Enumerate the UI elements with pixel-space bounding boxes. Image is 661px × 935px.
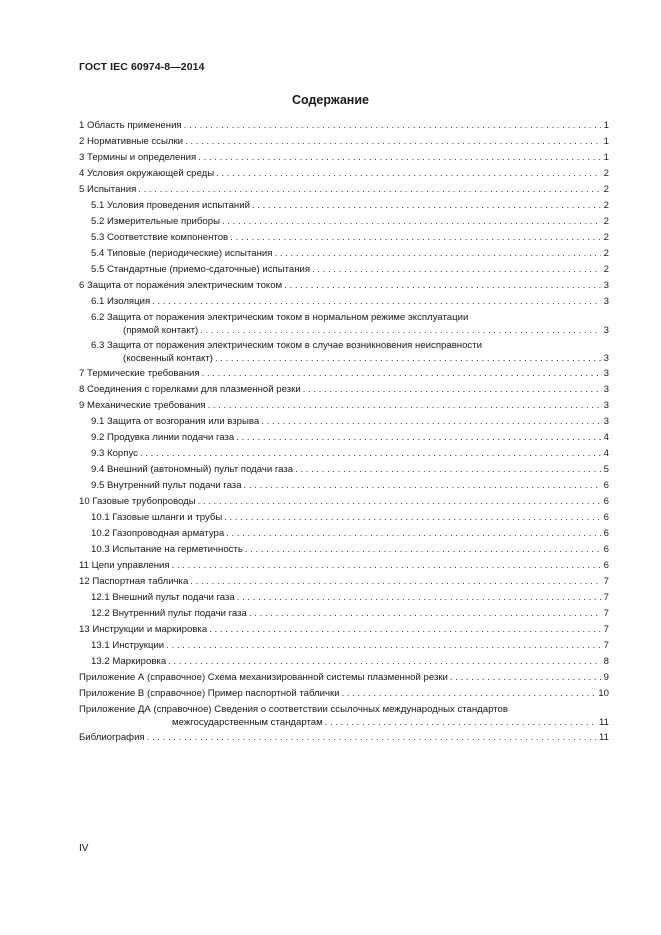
toc-entry[interactable] (79, 183, 609, 199)
toc-leader-dots (140, 447, 601, 460)
toc-entry[interactable] (79, 639, 609, 655)
toc-leader-dots (226, 527, 601, 540)
toc-entry[interactable] (79, 215, 609, 231)
toc-leader-dots (198, 495, 601, 508)
toc-leader-dots (252, 199, 601, 212)
toc-entry[interactable] (79, 231, 609, 247)
toc-entry-label: 12.1 Внешний пульт подачи газа (91, 592, 235, 603)
toc-entry-page: 3 (603, 296, 609, 307)
toc-entry-page: 1 (603, 136, 609, 147)
toc-entry[interactable] (79, 311, 609, 339)
toc-leader-dots (284, 279, 601, 292)
toc-entry-page: 7 (603, 608, 609, 619)
toc-leader-dots (190, 575, 601, 588)
toc-entry-label: Приложение В (справочное) Пример паспортной таблички (79, 688, 340, 699)
toc-leader-dots (209, 623, 601, 636)
toc-leader-dots (202, 367, 601, 380)
toc-leader-dots (274, 247, 601, 260)
toc-leader-dots (303, 383, 601, 396)
toc-leader-dots (184, 119, 601, 132)
toc-entry-label: 13.1 Инструкции (91, 640, 165, 651)
toc-entry-page: 3 (603, 325, 609, 336)
toc-entry-label: 13 Инструкции и маркировка (79, 624, 208, 635)
toc-entry[interactable] (79, 479, 609, 495)
toc-entry-page: 2 (603, 264, 609, 275)
toc-leader-dots (168, 655, 601, 668)
toc-entry-page: 3 (603, 400, 609, 411)
toc-entry[interactable] (79, 731, 609, 747)
toc-entry-page: 7 (603, 592, 609, 603)
toc-entry-label: Приложение А (справочное) Схема механизированной системы плазменной резки (79, 672, 448, 683)
toc-entry[interactable] (79, 607, 609, 623)
toc-entry-page: 6 (603, 528, 609, 539)
toc-entry-label: 6.1 Изоляция (91, 296, 151, 307)
toc-entry-page: 6 (603, 560, 609, 571)
toc-entry-label: 12 Паспортная табличка (79, 576, 189, 587)
toc-entry-label-continued: межгосударственным стандартам (172, 717, 323, 728)
toc-entry-label: 12.2 Внутренний пульт подачи газа (91, 608, 247, 619)
toc-entry-label: 5.5 Стандартные (приемо-сдаточные) испытания (91, 264, 311, 275)
toc-entry-page: 2 (603, 200, 609, 211)
toc-entry-label: 9 Механические требования (79, 400, 206, 411)
toc-entry-page: 9 (603, 672, 609, 683)
document-header: ГОСТ IEC 60974-8—2014 (79, 61, 205, 73)
toc-entry-page: 10 (598, 688, 609, 699)
toc-entry[interactable] (79, 167, 609, 183)
toc-entry[interactable] (79, 135, 609, 151)
toc-entry[interactable] (79, 119, 609, 135)
toc-leader-dots (222, 215, 601, 228)
toc-leader-dots (230, 231, 601, 244)
toc-entry-label: 9.2 Продувка линии подачи газа (91, 432, 235, 443)
toc-entry-page: 3 (603, 353, 609, 364)
toc-entry-label: 1 Область применения (79, 120, 182, 131)
toc-entry-page: 6 (603, 512, 609, 523)
toc-entry[interactable] (79, 383, 609, 399)
toc-leader-dots (237, 591, 601, 604)
toc-entry-label: 8 Соединения с горелками для плазменной резки (79, 384, 301, 395)
toc-entry[interactable] (79, 367, 609, 383)
toc-entry-label: 5.1 Условия проведения испытаний (91, 200, 250, 211)
toc-entry[interactable] (79, 575, 609, 591)
toc-entry[interactable] (79, 415, 609, 431)
toc-leader-dots (208, 399, 601, 412)
toc-entry-page: 3 (603, 280, 609, 291)
toc-leader-dots (200, 324, 601, 337)
toc-entry[interactable] (79, 511, 609, 527)
toc-leader-dots (215, 352, 601, 365)
toc-entry-label: 6.3 Защита от поражения электрическим током в случае возникновения неисправности (91, 340, 482, 351)
page-title: Содержание (291, 93, 369, 107)
toc-entry-label: Библиография (79, 732, 145, 743)
toc-leader-dots (245, 543, 601, 556)
toc-entry-page: 2 (603, 168, 609, 179)
toc-leader-dots (261, 415, 601, 428)
toc-leader-dots (295, 463, 601, 476)
toc-entry[interactable] (79, 399, 609, 415)
toc-leader-dots (152, 295, 601, 308)
toc-entry[interactable] (79, 279, 609, 295)
toc-entry[interactable] (79, 339, 609, 367)
toc-entry[interactable] (79, 295, 609, 311)
toc-entry[interactable] (79, 655, 609, 671)
toc-leader-dots (216, 167, 601, 180)
toc-entry-label: Приложение ДА (справочное) Сведения о соответствии ссылочных международных стандартов (79, 704, 508, 715)
toc-entry[interactable] (79, 463, 609, 479)
toc-leader-dots (198, 151, 601, 164)
toc-entry-label: 13.2 Маркировка (91, 656, 167, 667)
toc-entry[interactable] (79, 247, 609, 263)
toc-entry[interactable] (79, 687, 609, 703)
toc-entry-page: 2 (603, 232, 609, 243)
toc-entry-page: 4 (603, 432, 609, 443)
toc-entry-page: 11 (599, 732, 609, 743)
toc-entry-label-continued: (прямой контакт) (123, 325, 199, 336)
toc-entry-page: 7 (603, 576, 609, 587)
toc-entry-label: 6 Защита от поражения электрическим током (79, 280, 283, 291)
toc-leader-dots (249, 607, 601, 620)
toc-entry-page: 11 (599, 717, 609, 728)
toc-entry[interactable] (79, 447, 609, 463)
toc-entry[interactable] (79, 623, 609, 639)
toc-leader-dots (138, 183, 601, 196)
toc-entry[interactable] (79, 671, 609, 687)
toc-entry[interactable] (79, 199, 609, 215)
toc-leader-dots (224, 511, 601, 524)
toc-entry[interactable] (79, 703, 609, 731)
toc-entry-label: 4 Условия окружающей среды (79, 168, 215, 179)
toc-entry-label: 9.1 Защита от возгорания или взрыва (91, 416, 260, 427)
toc-entry-page: 3 (603, 416, 609, 427)
toc-entry-label: 6.2 Защита от поражения электрическим током в нормальном режиме эксплуатации (91, 312, 469, 323)
toc-leader-dots (236, 431, 601, 444)
toc-entry-label: 5.4 Типовые (периодические) испытания (91, 248, 273, 259)
toc-leader-dots (147, 731, 597, 744)
toc-entry[interactable] (79, 543, 609, 559)
toc-entry-page: 2 (603, 216, 609, 227)
toc-entry[interactable] (79, 559, 609, 575)
toc-leader-dots (185, 135, 601, 148)
toc-leader-dots (166, 639, 601, 652)
toc-entry[interactable] (79, 431, 609, 447)
toc-entry-page: 5 (603, 464, 609, 475)
toc-entry-label-continued: (косвенный контакт) (123, 353, 213, 364)
toc-entry-label: 10 Газовые трубопроводы (79, 496, 196, 507)
toc-entry-label: 7 Термические требования (79, 368, 200, 379)
toc-entry-page: 6 (603, 496, 609, 507)
toc-entry[interactable] (79, 263, 609, 279)
toc-entry-label: 11 Цепи управления (79, 560, 170, 571)
toc-entry[interactable] (79, 151, 609, 167)
toc-entry-page: 6 (603, 480, 609, 491)
toc-entry-label: 10.3 Испытание на герметичность (91, 544, 243, 555)
page-number: IV (79, 843, 89, 854)
toc-entry-page: 7 (603, 640, 609, 651)
toc-entry-page: 2 (603, 248, 609, 259)
toc-entry-label: 9.5 Внутренний пульт подачи газа (91, 480, 242, 491)
toc-entry-page: 7 (603, 624, 609, 635)
toc-entry-label: 2 Нормативные ссылки (79, 136, 184, 147)
toc-entry-label: 10.2 Газопроводная арматура (91, 528, 225, 539)
toc-entry-page: 8 (603, 656, 609, 667)
toc-leader-dots (450, 671, 601, 684)
toc-leader-dots (244, 479, 601, 492)
toc-entry-page: 1 (603, 120, 609, 131)
toc-entry-label: 3 Термины и определения (79, 152, 197, 163)
toc-entry-label: 5.3 Соответствие компонентов (91, 232, 229, 243)
toc-entry-page: 3 (603, 384, 609, 395)
toc-entry[interactable] (79, 527, 609, 543)
toc-entry-page: 4 (603, 448, 609, 459)
toc-entry[interactable] (79, 495, 609, 511)
toc-leader-dots (172, 559, 601, 572)
toc-leader-dots (312, 263, 601, 276)
toc-entry-label: 9.4 Внешний (автономный) пульт подачи газа (91, 464, 294, 475)
toc-entry-label: 5 Испытания (79, 184, 137, 195)
toc-entry-label: 5.2 Измерительные приборы (91, 216, 220, 227)
toc-entry[interactable] (79, 591, 609, 607)
toc-entry-label: 10.1 Газовые шланги и трубы (91, 512, 223, 523)
toc-entry-page: 1 (603, 152, 609, 163)
table-of-contents (79, 119, 609, 747)
toc-leader-dots (325, 716, 597, 729)
toc-entry-page: 2 (603, 184, 609, 195)
toc-entry-label: 9.3 Корпус (91, 448, 138, 459)
toc-leader-dots (342, 687, 597, 700)
toc-entry-page: 6 (603, 544, 609, 555)
toc-entry-page: 3 (603, 368, 609, 379)
